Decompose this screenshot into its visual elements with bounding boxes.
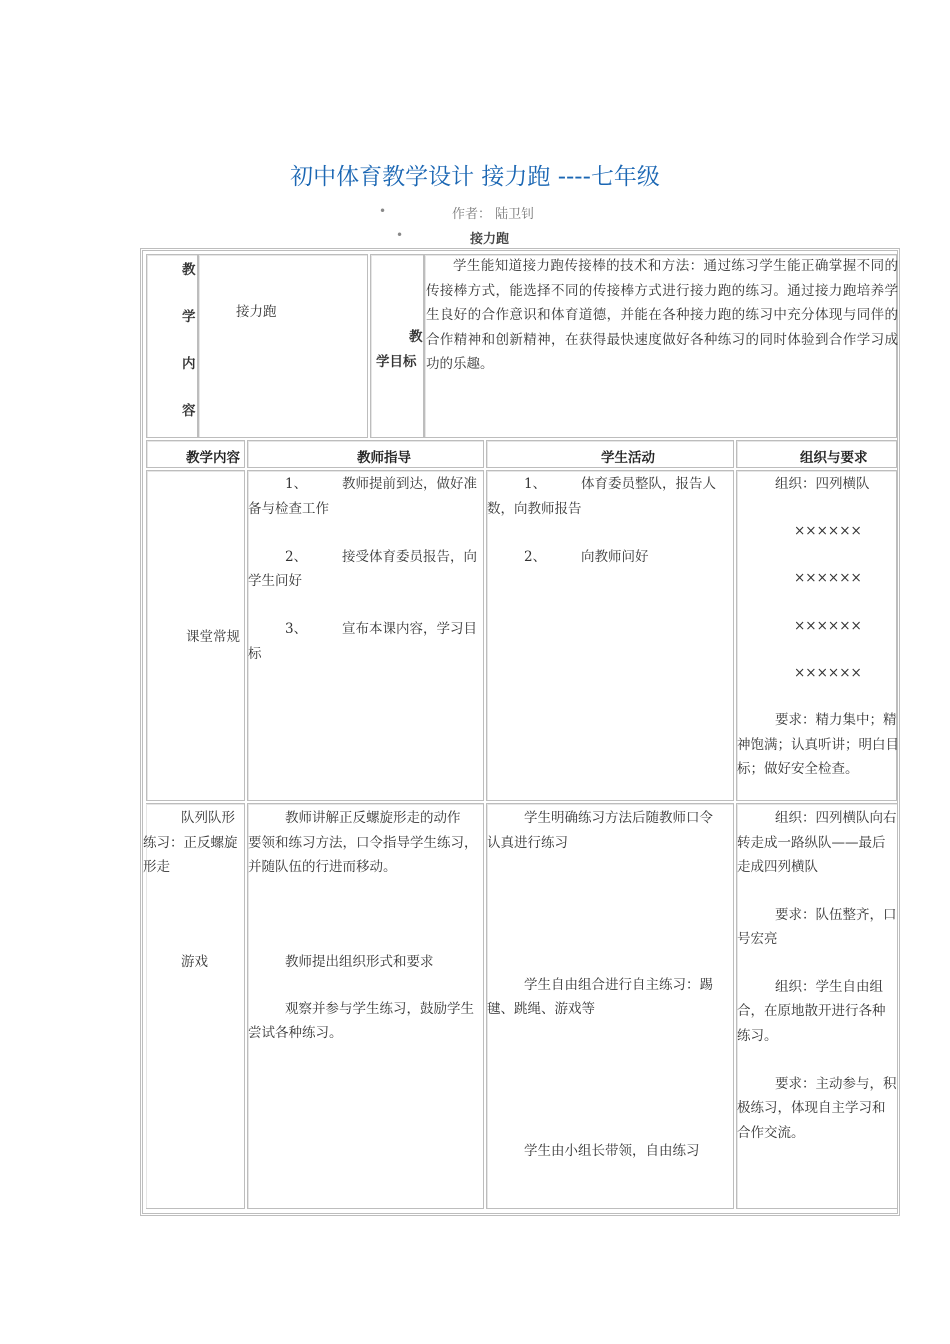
org-text-line: 号宏亮 xyxy=(737,931,778,947)
student-item-text: 体育委员整队，报告人 xyxy=(581,476,716,492)
content-value-cell xyxy=(198,254,368,438)
formation-row: ×××××× xyxy=(794,523,862,539)
teacher-text-line: 尝试各种练习。 xyxy=(248,1025,343,1041)
org-text-line: 合作交流。 xyxy=(737,1125,805,1141)
org-text-line: 走成四列横队 xyxy=(737,859,818,875)
org-text-line: 组织：四列横队向右 xyxy=(775,810,897,826)
org-title: 组织：四列横队 xyxy=(775,476,870,492)
student-text-line: 学生自由组合进行自主练习：踢 xyxy=(524,977,713,993)
bullet-icon: • xyxy=(396,228,404,242)
org-text-line: 要求：队伍整齐，口 xyxy=(775,907,897,923)
row2-content-line: 形走 xyxy=(143,859,170,875)
author-line: 作者： 陆卫钊 xyxy=(452,207,535,222)
org-requirement: 标；做好安全检查。 xyxy=(737,761,859,777)
org-text-line: 合，在原地散开进行各种 xyxy=(737,1003,886,1019)
goal-text: 学生能知道接力跑传接棒的技术和方法：通过练习学生能正确掌握不同的传接棒方式，能选择不同的传接棒方式进行接力跑的练习。通过接力跑培养学生良好的合作意识和体育道德，并能在各种接力跑的练习中充分体现与同伴的合作精神和创新精神，在获得最快速度做好各种练习的同时体验到合作学习成功的乐趣。 xyxy=(426,258,898,372)
row1-content: 课堂常规 xyxy=(186,629,240,645)
student-item-number: 2、 xyxy=(524,549,547,565)
row2-content-game: 游戏 xyxy=(181,954,208,970)
bullet-icon: • xyxy=(379,204,387,218)
row2-content-line: 练习：正反螺旋 xyxy=(143,835,238,851)
student-text-line: 认真进行练习 xyxy=(487,835,568,851)
goal-label-part2: 学目标 xyxy=(376,354,417,370)
teacher-item-number: 1、 xyxy=(285,476,308,492)
content-label-char: 容 xyxy=(182,403,196,419)
teacher-item-number: 2、 xyxy=(285,549,308,565)
content-label-char: 内 xyxy=(182,356,196,372)
page-title: 初中体育教学设计 接力跑 ----七年级 xyxy=(290,164,660,190)
teacher-item-number: 3、 xyxy=(285,621,308,637)
teacher-item-text: 宣布本课内容，学习目 xyxy=(342,621,477,637)
col-header-content: 教学内容 xyxy=(186,450,240,466)
teacher-text-line: 教师提出组织形式和要求 xyxy=(285,954,434,970)
formation-row: ×××××× xyxy=(794,570,862,586)
org-text-line: 组织：学生自由组 xyxy=(775,979,883,995)
teacher-item-text-cont: 学生问好 xyxy=(248,573,302,589)
org-requirement: 神饱满；认真听讲；明白目 xyxy=(737,737,899,753)
org-text-line: 极练习，体现自主学习和 xyxy=(737,1100,886,1116)
student-item-text: 向教师问好 xyxy=(581,549,649,565)
teacher-item-text-cont: 标 xyxy=(248,646,262,662)
student-text-line: 学生由小组长带领，自由练习 xyxy=(524,1143,700,1159)
student-item-text-cont: 数，向教师报告 xyxy=(487,501,582,517)
teacher-text-line: 并随队伍的行进而移动。 xyxy=(248,859,397,875)
goal-label-part1: 教 xyxy=(409,329,423,345)
topic-line: 接力跑 xyxy=(470,232,510,247)
formation-row: ×××××× xyxy=(794,665,862,681)
formation-row: ×××××× xyxy=(794,618,862,634)
teacher-text-line: 观察并参与学生练习，鼓励学生 xyxy=(285,1001,474,1017)
org-requirement: 要求：精力集中；精 xyxy=(775,712,897,728)
teacher-item-text: 教师提前到达，做好准 xyxy=(342,476,477,492)
col-header-teacher: 教师指导 xyxy=(357,450,411,466)
content-label-char: 学 xyxy=(182,309,196,325)
content-label-char: 教 xyxy=(182,262,196,278)
teacher-text-line: 要领和练习方法，口令指导学生练习， xyxy=(248,835,478,851)
teacher-item-text-cont: 备与检查工作 xyxy=(248,501,329,517)
goal-label-cell xyxy=(370,254,424,438)
org-text-line: 要求：主动参与，积 xyxy=(775,1076,897,1092)
col-header-organization: 组织与要求 xyxy=(800,450,868,466)
col-header-student: 学生活动 xyxy=(601,450,655,466)
student-text-line: 毽、跳绳、游戏等 xyxy=(487,1001,595,1017)
org-text-line: 转走成一路纵队——最后 xyxy=(737,835,886,851)
student-text-line: 学生明确练习方法后随教师口令 xyxy=(524,810,713,826)
content-value: 接力跑 xyxy=(236,304,277,320)
student-item-number: 1、 xyxy=(524,476,547,492)
row2-content-line: 队列队形 xyxy=(181,810,235,826)
teacher-item-text: 接受体育委员报告，向 xyxy=(342,549,477,565)
teacher-text-line: 教师讲解正反螺旋形走的动作 xyxy=(285,810,461,826)
org-text-line: 练习。 xyxy=(737,1028,778,1044)
